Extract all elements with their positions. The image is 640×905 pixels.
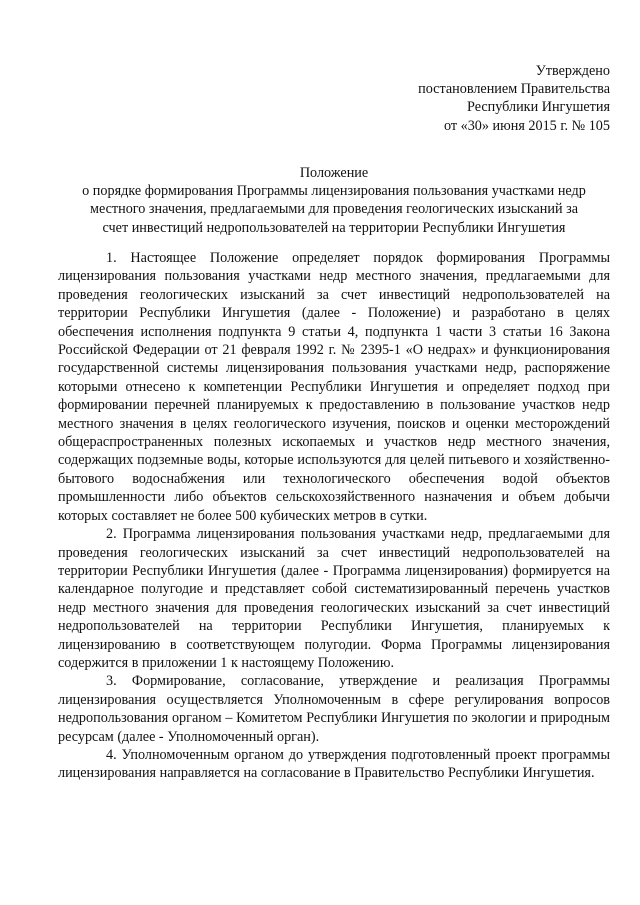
- approval-line-approved: Утверждено: [535, 63, 610, 79]
- document-body: [58, 249, 610, 783]
- paragraph-4: 4. Уполномоченным органом до утверждения подготовленный проект программы лицензирования направляется на согласование в Правительство Республики Ингушетия.: [58, 746, 610, 782]
- paragraph-3: 3. Формирование, согласование, утверждение и реализация Программы лицензирования осуществляется Уполномоченным в сфере регулирования вопросов недропользования органом – Комитетом Республики Ингушетия по экологии и природным ресурсам (далее - Уполномоченный орган).: [58, 673, 610, 745]
- title-line-2: местного значения, предлагаемыми для проведения геологических изысканий за: [89, 201, 579, 218]
- approval-line-date-number: от «30» июня 2015 г. № 105: [443, 117, 610, 134]
- paragraph-2: 2. Программа лицензирования пользования участками недр, предлагаемыми для проведения геологических изысканий за счет инвестиций недропользователей на территории Республики Ингушетия (далее - Программа лицензирования) формируется на календарное полугодие и представляет собой систематизированный перечень участков недр местного значения для проведения геологических изысканий за счет инвестиций недропользователей на территории Республики Ингушетия, планируемых к лицензированию в соответствующем полугодии. Форма Программы лицензирования содержится в приложении 1 к настоящему Положению.: [58, 526, 610, 671]
- title-heading: Положение: [299, 165, 369, 181]
- title-line-3: счет инвестиций недропользователей на территории Республики Ингушетия: [102, 219, 566, 236]
- document-title: [58, 164, 610, 237]
- approval-line-government: Республики Ингушетия: [466, 99, 610, 116]
- approval-line-resolution: постановлением Правительства: [418, 81, 610, 98]
- approval-stamp-block: [418, 62, 610, 135]
- title-line-1: о порядке формирования Программы лицензирования пользования участками недр: [82, 183, 586, 200]
- paragraph-1: 1. Настоящее Положение определяет порядок формирования Программы лицензирования пользования участками недр местного значения, предлагаемыми для проведения геологических изысканий за счет инвестиций недропользователей на территории Республики Ингушетия (далее - Положение) и разработано в целях обеспечения исполнения подпункта 9 статьи 4, подпункта 1 части 3 статьи 16 Закона Российской Федерации от 21 февраля 1992 г. № 2395-1 «О недрах» и функционирования государственной системы лицензирования пользования участками недр, распоряжение которыми отнесено к компетенции Республики Ингушетия и определяет подход при формировании перечней планируемых к предоставлению в пользование участков недр местного значения в целях геологического изучения, поисков и оценки месторождений общераспространенных полезных ископаемых и участков недр местного значения, содержащих подземные воды, которые используются для целей питьевого и хозяйственно-бытового водоснабжения или технологического обеспечения водой объектов промышленности либо объектов сельскохозяйственного назначения и объем добычи которых составляет не более 500 кубических метров в сутки.: [58, 250, 610, 524]
